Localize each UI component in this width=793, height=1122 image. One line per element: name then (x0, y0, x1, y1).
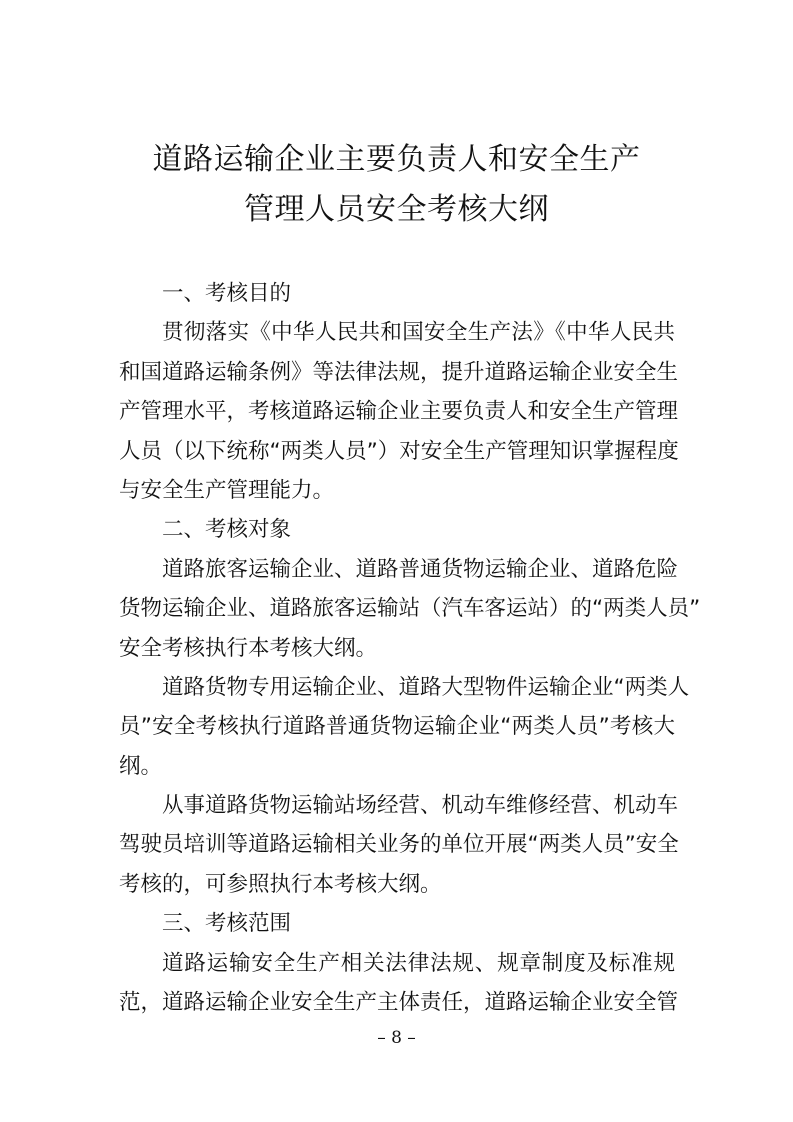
document-title-line-1: 道路运输企业主要负责人和安全生产 (152, 142, 641, 177)
paragraph-line: 道路旅客运输企业、道路普通货物运输企业、道路危险 (162, 556, 679, 582)
paragraph-line: 货物运输企业、道路旅客运输站（汽车客运站）的“两类人员” (119, 596, 701, 622)
paragraph-line: 产管理水平，考核道路运输企业主要负责人和安全生产管理 (119, 399, 679, 425)
paragraph-line: 驾驶员培训等道路运输相关业务的单位开展“两类人员”安全 (119, 832, 679, 858)
paragraph-line: 和国道路运输条例》等法律法规，提升道路运输企业安全生 (119, 359, 679, 385)
document-title-line-2: 管理人员安全考核大纲 (244, 192, 549, 227)
paragraph-line: 道路货物专用运输企业、道路大型物件运输企业“两类人 (162, 674, 690, 700)
paragraph-line: 员”安全考核执行道路普通货物运输企业“两类人员”考核大 (119, 714, 675, 740)
section-heading-target: 二、考核对象 (162, 517, 292, 543)
section-heading-scope: 三、考核范围 (162, 911, 292, 937)
paragraph-line: 考核的，可参照执行本考核大纲。 (119, 871, 442, 897)
paragraph-line: 贯彻落实《中华人民共和国安全生产法》《中华人民共 (162, 320, 675, 346)
page-number: – 8 – (377, 1028, 416, 1048)
paragraph-line: 与安全生产管理能力。 (119, 477, 335, 503)
paragraph-line: 安全考核执行本考核大纲。 (119, 635, 378, 661)
paragraph-line: 从事道路货物运输站场经营、机动车维修经营、机动车 (162, 793, 679, 819)
document-body (119, 274, 701, 1022)
section-heading-purpose: 一、考核目的 (162, 281, 292, 306)
paragraph-line: 范，道路运输企业安全生产主体责任，道路运输企业安全管 (119, 990, 679, 1016)
paragraph-line: 纲。 (119, 753, 163, 779)
paragraph-line: 人员（以下统称“两类人员”）对安全生产管理知识掌握程度 (119, 438, 679, 464)
paragraph-line: 道路运输安全生产相关法律法规、规章制度及标准规 (162, 950, 675, 976)
